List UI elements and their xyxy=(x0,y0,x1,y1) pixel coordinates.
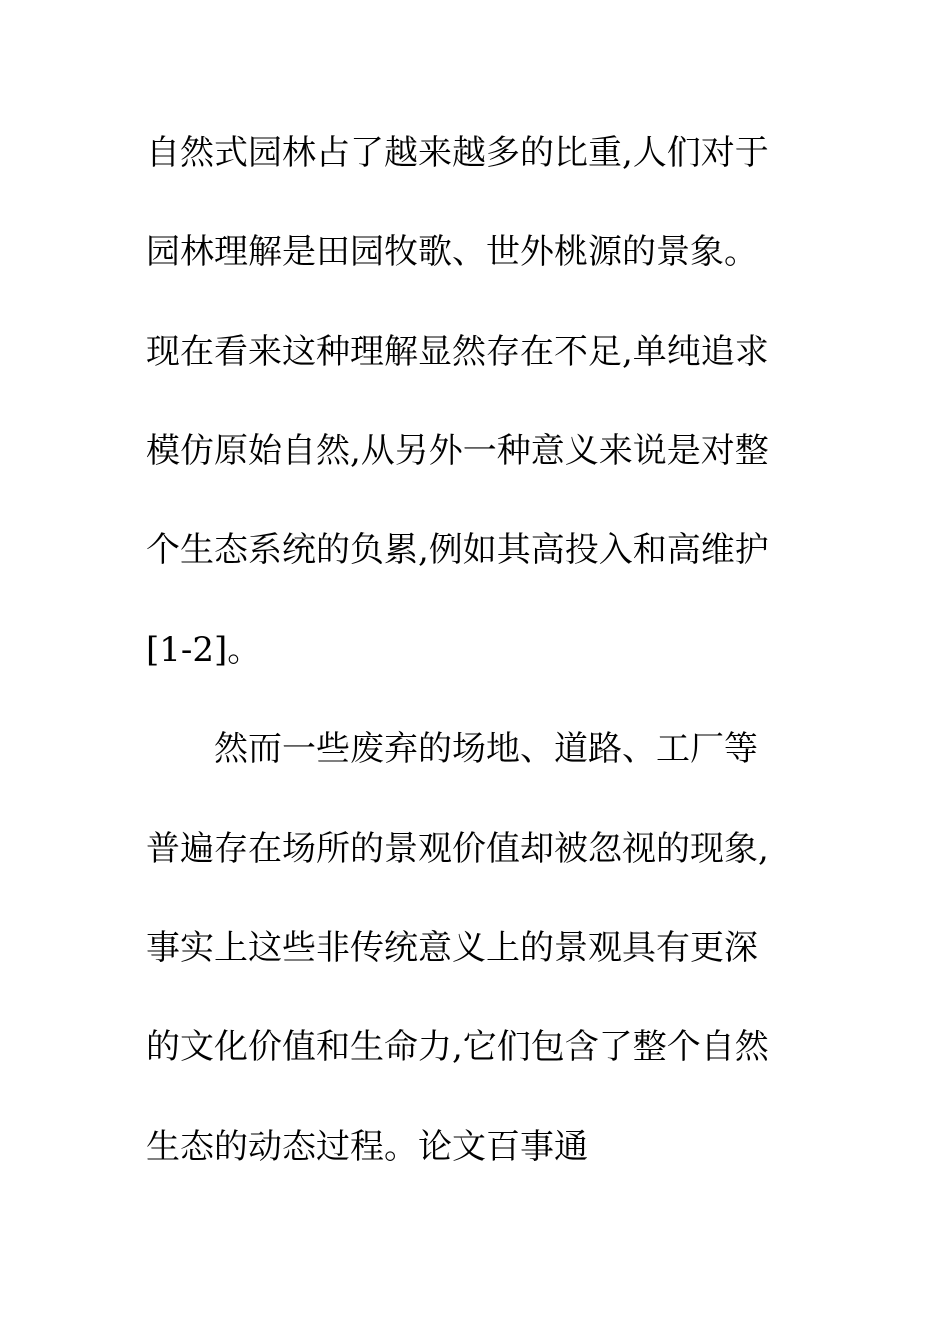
text-line: 个生态系统的负累,例如其高投入和高维护 xyxy=(146,530,769,570)
text-line: 生态的动态过程。论文百事通 xyxy=(146,1127,588,1167)
text-line: 事实上这些非传统意义上的景观具有更深 xyxy=(146,928,758,968)
text-line: 园林理解是田园牧歌、世外桃源的景象。 xyxy=(146,232,758,272)
text-line: 模仿原始自然,从另外一种意义来说是对整 xyxy=(146,431,769,471)
text-line: 的文化价值和生命力,它们包含了整个自然 xyxy=(146,1027,769,1067)
text-line: 普遍存在场所的景观价值却被忽视的现象, xyxy=(146,829,769,869)
text-line: 自然式园林占了越来越多的比重,人们对于 xyxy=(146,133,769,173)
paragraph-start-line: 然而一些废弃的场地、道路、工厂等 xyxy=(214,729,758,769)
text-line: [1-2]。 xyxy=(146,630,262,670)
text-line: 现在看来这种理解显然存在不足,单纯追求 xyxy=(146,332,769,372)
